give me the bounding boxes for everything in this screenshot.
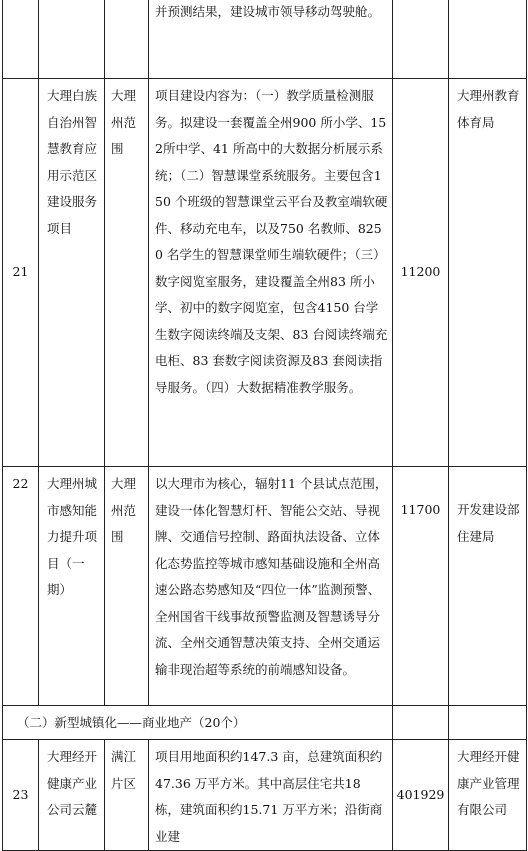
section-row <box>3 706 527 740</box>
area-cell <box>105 0 149 79</box>
name-cell <box>39 0 105 79</box>
project-area: 大理州范围 <box>105 79 149 467</box>
project-content: 以大理市为核心，辐射11 个县试点范围，建设一体化智慧灯杆、智能公交站、导视牌、交通信号控制、路面执法设备、立体化态势监控等城市感知基础设施和全州高速公路态势感知及“四位一体”监测预警、全州国省干线事故预警监测及智慧诱导分流、全州交通智慧决策支持、全州交通运输非现治超等系统的前端感知设备。 <box>149 467 393 706</box>
table-row <box>3 79 527 467</box>
section-empty-cell <box>449 706 527 740</box>
project-table <box>2 0 527 851</box>
content-cell <box>149 0 393 79</box>
row-number: 21 <box>3 79 39 467</box>
project-owner: 大理州教育体育局 <box>449 79 527 467</box>
project-amount: 11200 <box>393 79 449 467</box>
project-area: 大理州范围 <box>105 467 149 706</box>
table-row <box>3 467 527 706</box>
section-title: （二）新型城镇化——商业地产（20个） <box>3 706 393 740</box>
project-content: 项目建设内容为：（一）教学质量检测服务。拟建设一套覆盖全州900 所小学、152所中学、41 所高中的大数据分析展示系统；（二）智慧课堂系统服务。主要包含150 个班级的智慧课堂云平台及教室端软硬件、移动充电车，以及750 名教师、8250 名学生的智慧课堂师生端软硬件；（三）数字阅览室服务，建设覆盖全州83 所小学、初中的数字阅览室，包含4150 台学生数字阅读终端及支架、83 台阅读终端充电柜、83 套数字阅读资源及83 套阅读指导服务。（四）大数据精准教学服务。 <box>149 79 393 467</box>
section-empty-cell <box>393 706 449 740</box>
amount-cell <box>393 0 449 79</box>
project-amount: 11700 <box>393 467 449 706</box>
project-area: 满江片区 <box>105 740 149 851</box>
row-number: 23 <box>3 740 39 851</box>
project-content: 项目用地面积约147.3 亩，总建筑面积约47.36 万平方米。其中高层住宅共18 栋，建筑面积约15.71 万平方米；沿街商业建 <box>149 740 393 851</box>
project-owner: 开发建设部住建局 <box>449 467 527 706</box>
project-amount: 401929 <box>393 740 449 851</box>
owner-cell <box>449 0 527 79</box>
content-text: 并预测结果，建设城市领导移动驾驶舱。 <box>155 4 381 19</box>
row-number: 22 <box>3 467 39 706</box>
project-name: 大理白族自治州智慧教育应用示范区建设服务项目 <box>39 79 105 467</box>
num-cell <box>3 0 39 79</box>
project-name: 大理州城市感知能力提升项目（一期） <box>39 467 105 706</box>
table-row-partial-top <box>3 0 527 79</box>
project-name: 大理经开健康产业公司云麓 <box>39 740 105 851</box>
project-owner: 大理经开健康产业管理有限公司 <box>449 740 527 851</box>
